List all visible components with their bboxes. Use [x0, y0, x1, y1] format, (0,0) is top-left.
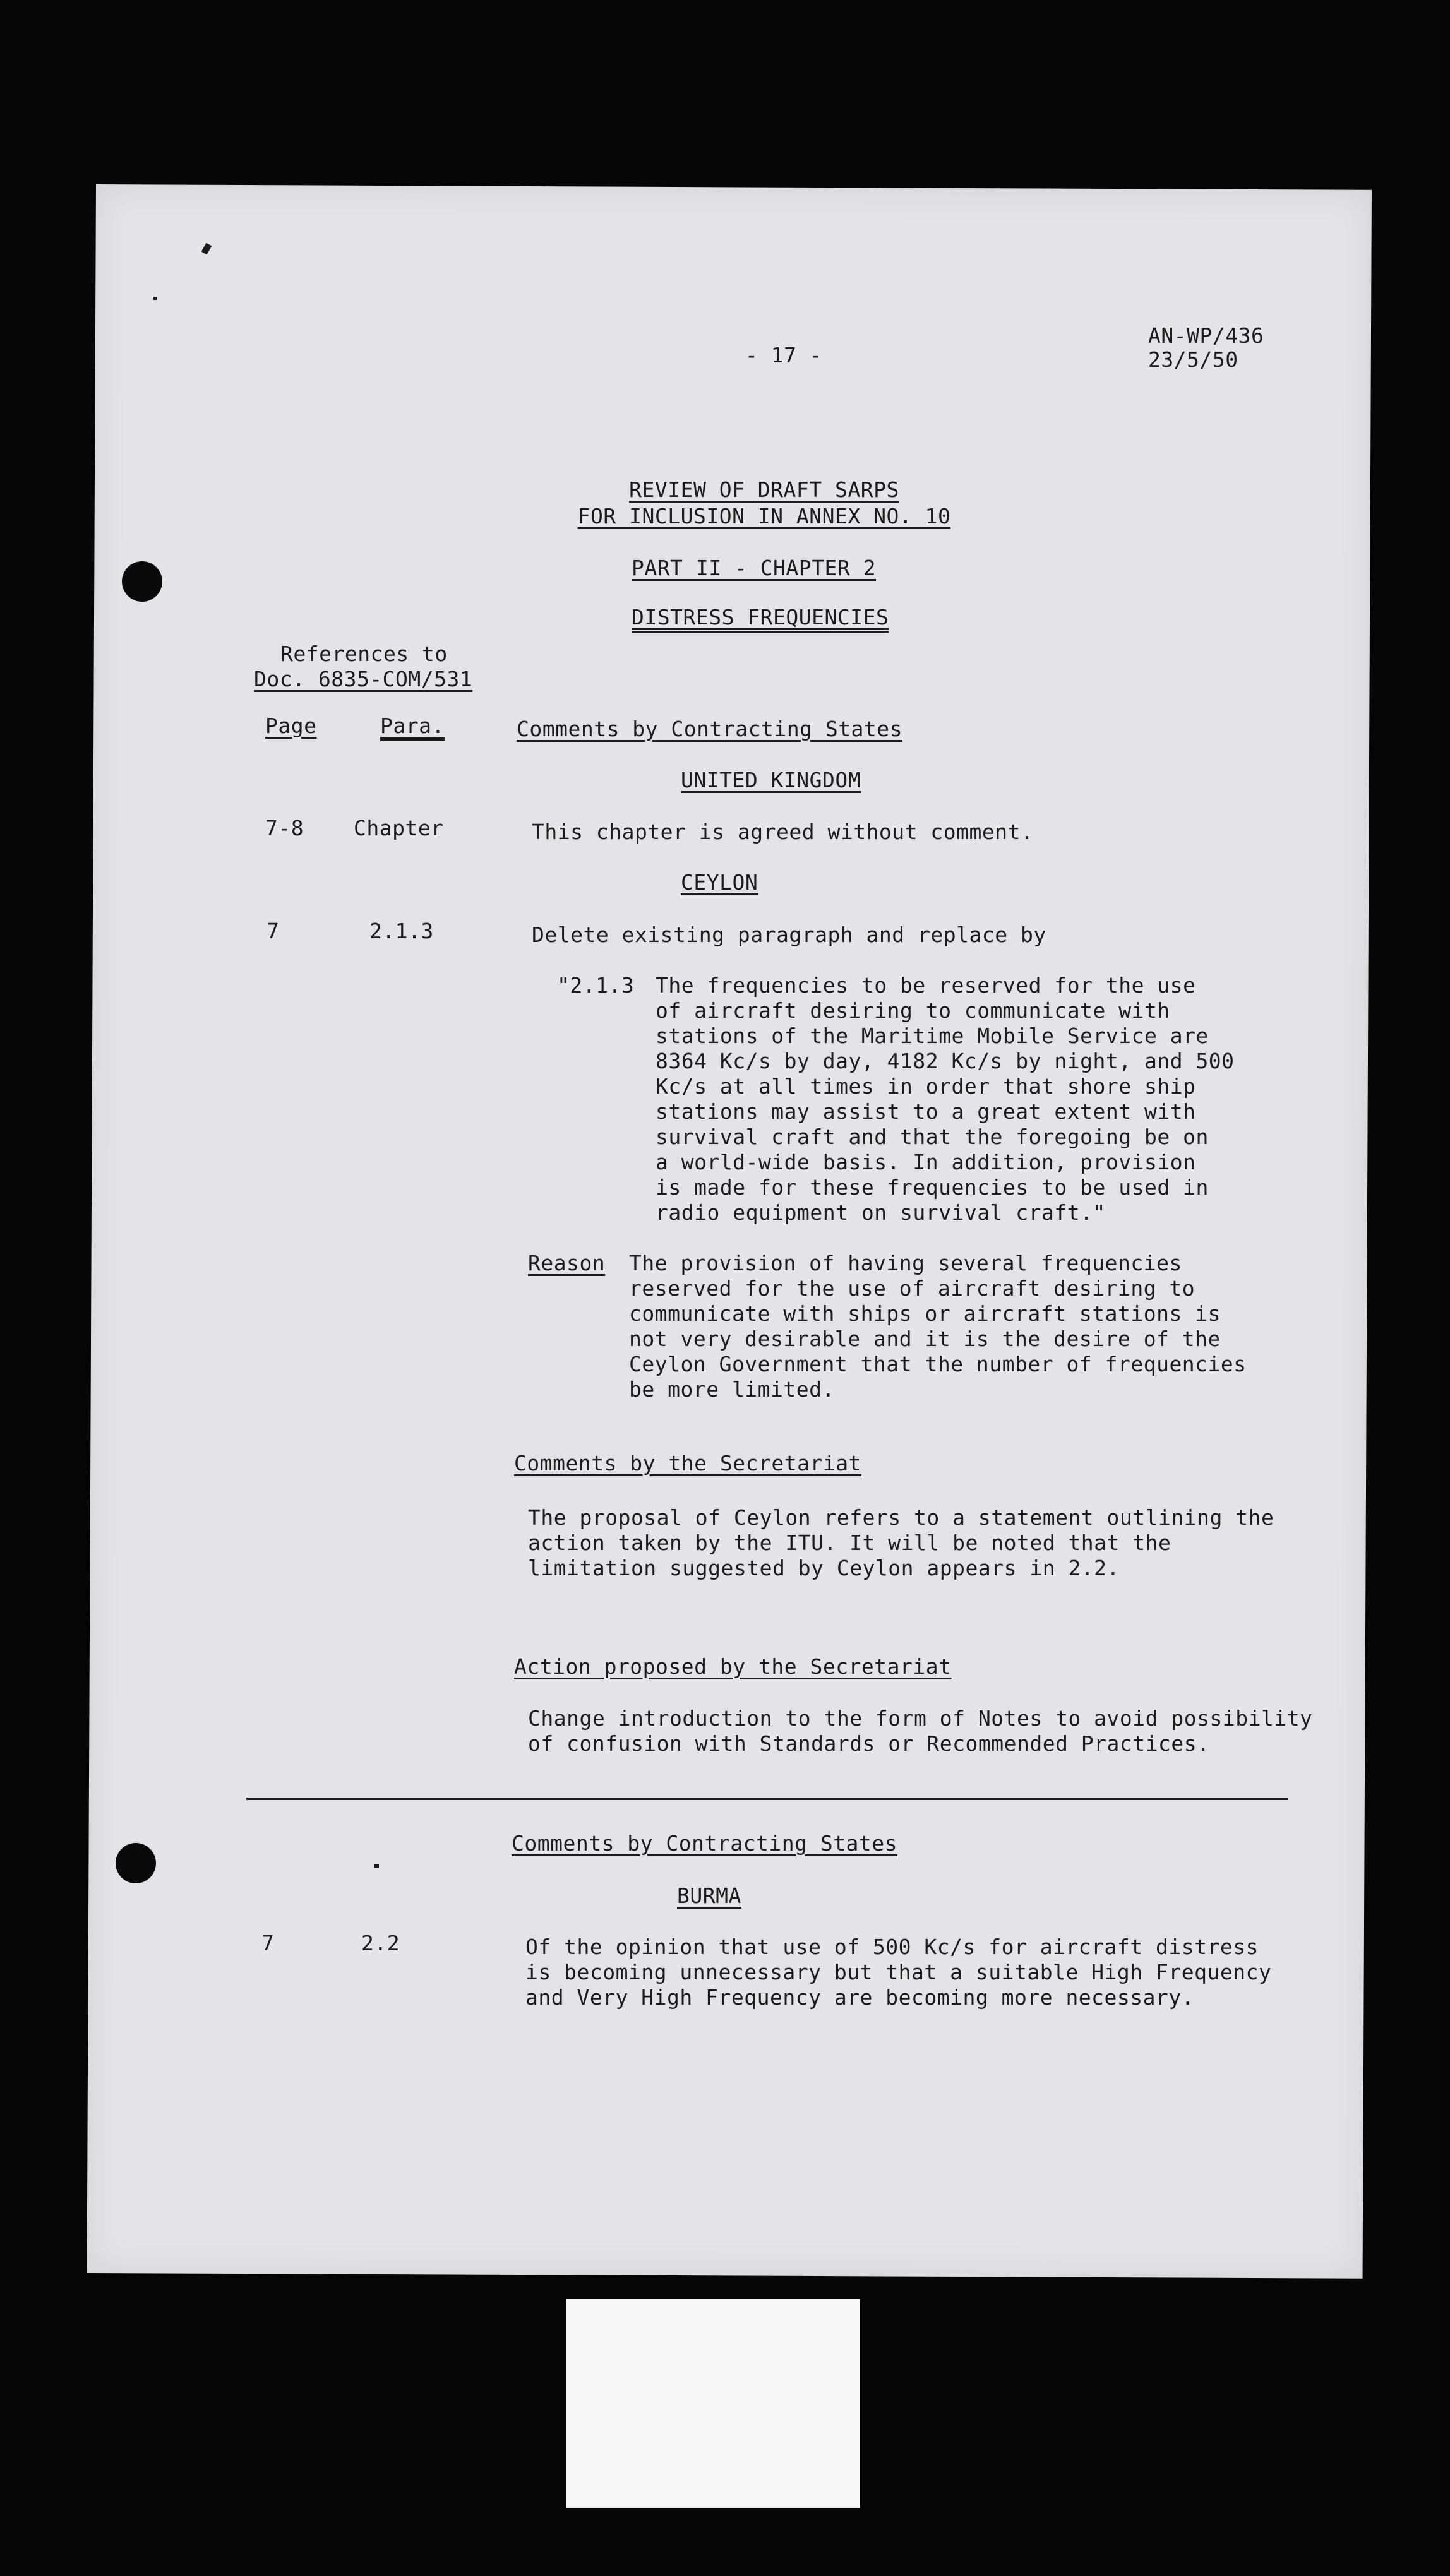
title-subject: DISTRESS FREQUENCIES	[632, 605, 889, 629]
title-line-1: REVIEW OF DRAFT SARPS	[629, 477, 899, 502]
uk-comment: This chapter is agreed without comment.	[532, 820, 1034, 844]
burma-heading: BURMA	[677, 1883, 741, 1908]
secretariat-action-text: Change introduction to the form of Notes to avoid possibility of confusion with Standards or Recommended Practices.	[528, 1706, 1313, 1756]
punch-hole-bottom	[116, 1843, 156, 1883]
burma-page: 7	[261, 1931, 275, 1955]
references-doc: Doc. 6835-COM/531	[254, 667, 473, 691]
uk-heading: UNITED KINGDOM	[681, 768, 861, 792]
punch-hole-top	[122, 561, 162, 602]
ceylon-reason-text: The provision of having several frequencies reserved for the use of aircraft desiring to communicate with ships or aircraft stations is not very desirable and it is the desire of the Ceylon Government that the number of frequencies be more limited.	[629, 1251, 1247, 1402]
uk-para: Chapter	[354, 816, 444, 840]
page-number: - 17 -	[745, 343, 823, 367]
doc-ref-date: 23/5/50	[1148, 347, 1238, 372]
column-comments: Comments by Contracting States	[517, 717, 903, 741]
blank-slip	[566, 2299, 860, 2508]
secretariat-action-heading: Action proposed by the Secretariat	[514, 1654, 952, 1679]
column-page: Page	[265, 713, 317, 738]
title-part: PART II - CHAPTER 2	[632, 556, 876, 580]
burma-comment: Of the opinion that use of 500 Kc/s for aircraft distress is becoming unnecessary but that a suitable High Frequency and Very High Frequency are becoming more necessary.	[525, 1935, 1272, 2010]
secretariat-comments-text: The proposal of Ceylon refers to a statement outlining the action taken by the ITU. It will be noted that the limitation suggested by Ceylon appears in 2.2.	[528, 1505, 1274, 1580]
ceylon-quote-label: "2.1.3	[557, 973, 635, 998]
ink-speck	[153, 297, 157, 300]
burma-para: 2.2	[361, 1931, 400, 1955]
ceylon-page: 7	[267, 919, 280, 943]
doc-ref-number: AN-WP/436	[1148, 323, 1264, 348]
ceylon-para: 2.1.3	[369, 919, 434, 943]
ceylon-reason-label: Reason	[528, 1251, 606, 1275]
ink-speck	[374, 1864, 379, 1868]
column-para: Para.	[380, 713, 445, 738]
section-divider	[246, 1798, 1288, 1800]
title-line-2: FOR INCLUSION IN ANNEX NO. 10	[577, 504, 951, 528]
uk-page: 7-8	[265, 816, 304, 840]
ceylon-quote-text: The frequencies to be reserved for the use of aircraft desiring to communicate with stations of the Maritime Mobile Service are 8364 Kc/s by day, 4182 Kc/s by night, and 500 Kc/s at all times in order that shore ship stations may assist to a great extent with survival craft and that the foregoing be on a world-wide basis. In addition, provision is made for these frequencies to be used in radio equipment on survival craft."	[656, 973, 1235, 1225]
ceylon-intro: Delete existing paragraph and replace by	[532, 922, 1046, 947]
secretariat-comments-heading: Comments by the Secretariat	[514, 1451, 861, 1476]
contracting-states-heading: Comments by Contracting States	[512, 1831, 898, 1856]
ceylon-heading: CEYLON	[681, 870, 758, 895]
references-label: References to	[280, 641, 448, 666]
